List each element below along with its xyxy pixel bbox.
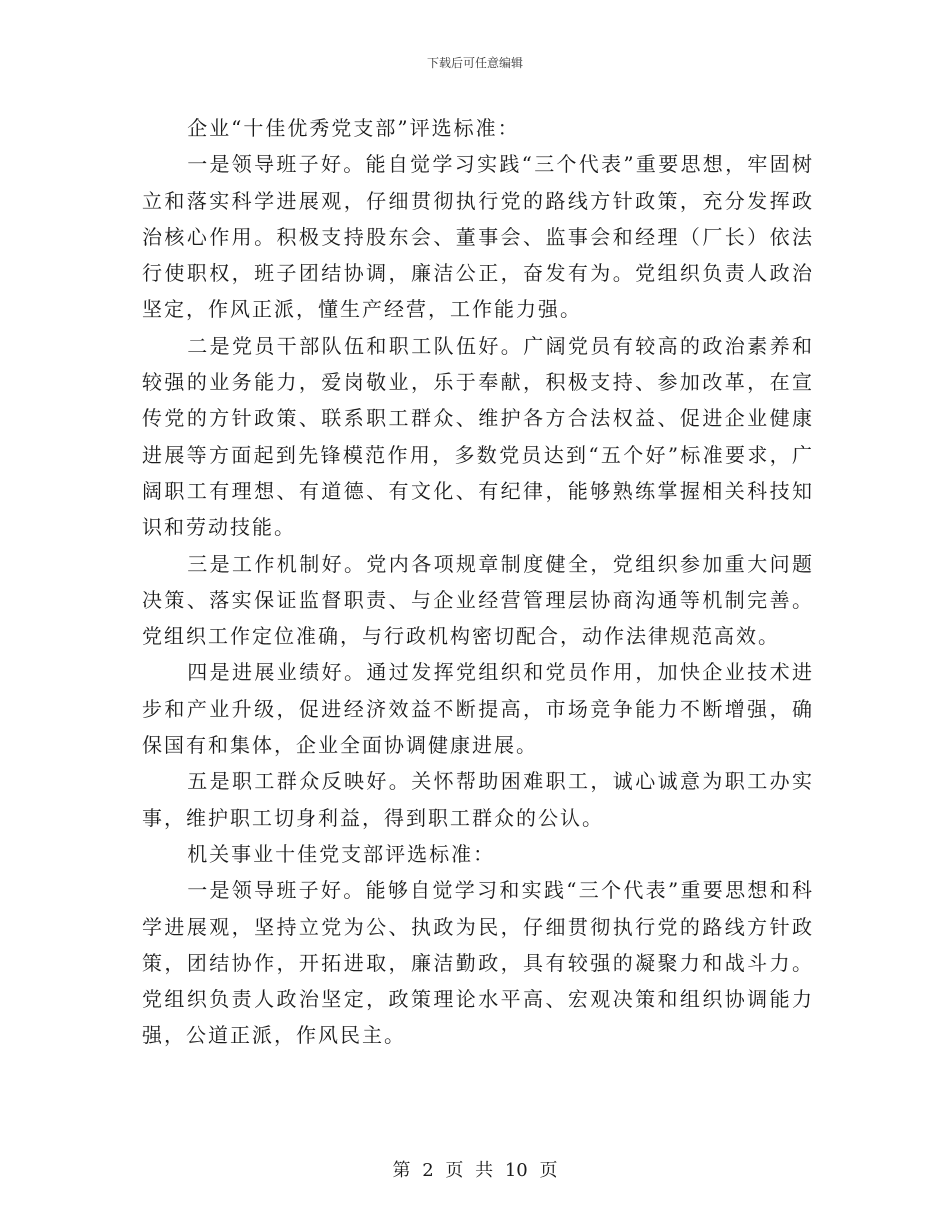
document-body bbox=[142, 110, 814, 1054]
section-heading-enterprise: 企业“十佳优秀党支部”评选标准： bbox=[187, 116, 520, 140]
paragraph-work-mechanism: 三是工作机制好。党内各项规章制度健全，党组织参加重大问题决策、落实保证监督职责、与企业经营管理层协商沟通等机制完善。党组织工作定位准确，与行政机构密切配合，动作法律规范高效。 bbox=[142, 551, 814, 649]
paragraph-performance: 四是进展业绩好。通过发挥党组织和党员作用，加快企业技术进步和产业升级，促进经济效益不断提高，市场竞争能力不断增强，确保国有和集体，企业全面协调健康进展。 bbox=[142, 660, 814, 758]
section-heading-institution: 机关事业十佳党支部评选标准： bbox=[187, 841, 496, 866]
page-number-footer: 第 2 页 共 10 页 bbox=[392, 1160, 558, 1181]
page-header-note: 下载后可任意编辑 bbox=[426, 56, 523, 70]
paragraph-cadre-team: 二是党员干部队伍和职工队伍好。广阔党员有较高的政治素养和较强的业务能力，爱岗敬业，乐于奉献，积极支持、参加改革，在宣传党的方针政策、联系职工群众、维护各方合法权益、促进企业健康进展等方面起到先锋模范作用，多数党员达到“五个好”标准要求，广阔职工有理想、有道德、有文化、有纪律，能够熟练掌握相关科技知识和劳动技能。 bbox=[142, 333, 814, 540]
paragraph-staff-feedback: 五是职工群众反映好。关怀帮助困难职工，诚心诚意为职工办实事，维护职工切身利益，得到职工群众的公认。 bbox=[142, 769, 814, 830]
paragraph-leadership-enterprise: 一是领导班子好。能自觉学习实践“三个代表”重要思想，牢固树立和落实科学进展观，仔细贯彻执行党的路线方针政策，充分发挥政治核心作用。积极支持股东会、董事会、监事会和经理（厂长）依法行使职权，班子团结协调，廉洁公正，奋发有为。党组织负责人政治坚定，作风正派，懂生产经营，工作能力强。 bbox=[142, 152, 814, 322]
paragraph-leadership-institution: 一是领导班子好。能够自觉学习和实践“三个代表”重要思想和科学进展观，坚持立党为公、执政为民，仔细贯彻执行党的路线方针政策，团结协作，开拓进取，廉洁勤政，具有较强的凝聚力和战斗力。党组织负责人政治坚定，政策理论水平高、宏观决策和组织协调能力强，公道正派，作风民主。 bbox=[142, 878, 814, 1048]
